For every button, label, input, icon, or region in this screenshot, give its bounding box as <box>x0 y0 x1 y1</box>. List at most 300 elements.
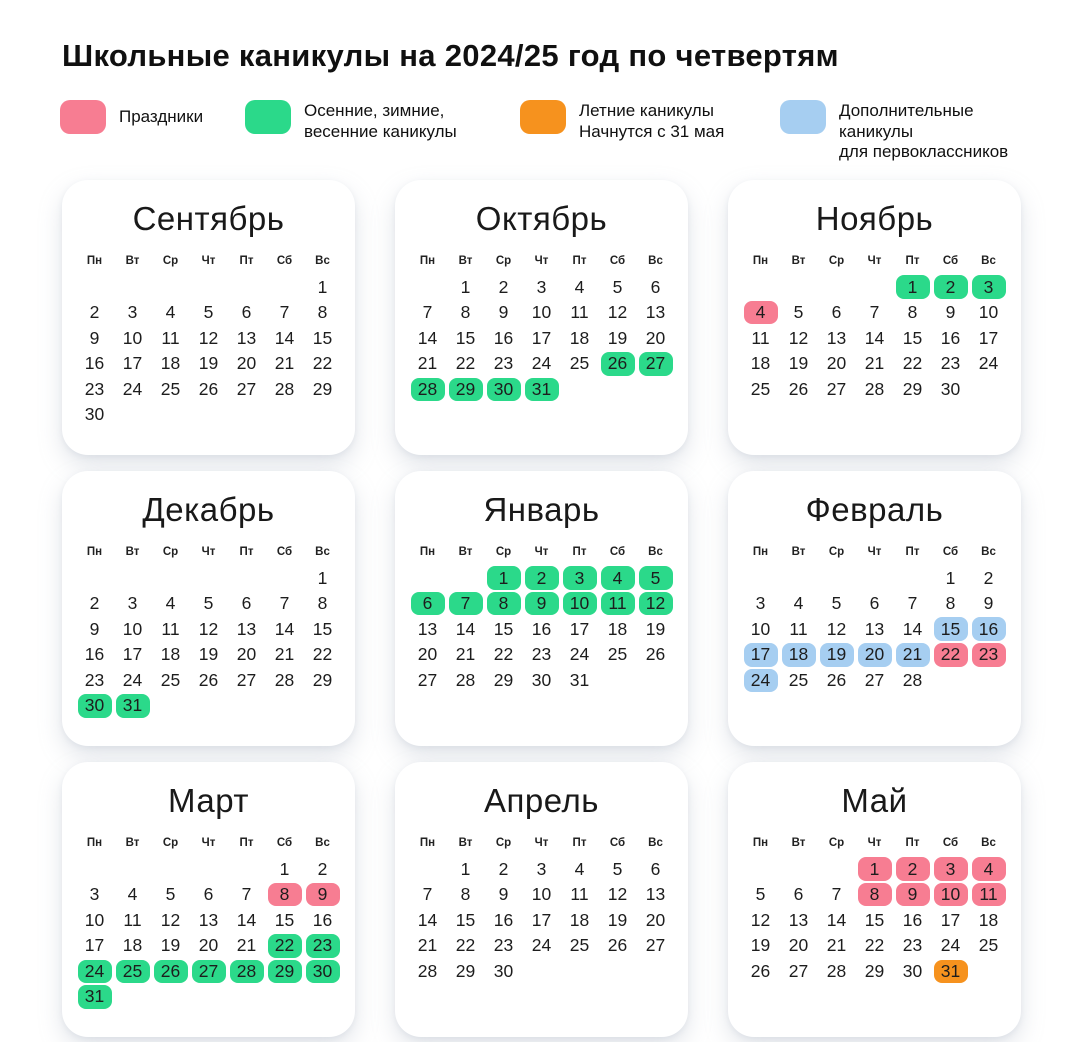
month-title: Апрель <box>484 782 599 820</box>
weekday-label: Вс <box>981 546 996 559</box>
weekday-label: Пт <box>572 255 587 268</box>
weekday-label: Пн <box>86 255 103 268</box>
day-cell: 1 <box>460 276 471 297</box>
day-cell-extra: 17 <box>744 643 778 667</box>
day-cell-holiday: 8 <box>858 883 892 907</box>
day-grid <box>75 274 342 428</box>
day-cell: 1 <box>945 567 956 588</box>
weekday-header <box>75 546 342 558</box>
empty-cell <box>76 274 114 300</box>
day-cell-holiday: 4 <box>744 301 778 325</box>
empty-cell <box>152 274 190 300</box>
day-grid <box>741 274 1008 402</box>
day-cell: 27 <box>236 378 257 399</box>
day-cell: 4 <box>574 276 585 297</box>
empty-cell <box>152 856 190 882</box>
day-cell: 13 <box>645 302 666 323</box>
day-cell: 28 <box>417 960 438 981</box>
legend-swatch-holiday <box>60 100 106 134</box>
empty-cell <box>76 856 114 882</box>
day-cell-extra: 24 <box>744 669 778 693</box>
weekday-label: Пн <box>752 255 769 268</box>
weekday-label: Вт <box>458 255 473 268</box>
empty-cell <box>114 565 152 591</box>
month-title: Февраль <box>805 491 944 529</box>
day-cell: 3 <box>536 858 547 879</box>
day-grid <box>408 856 675 984</box>
legend-swatch-vacation <box>245 100 291 134</box>
day-cell: 7 <box>869 302 880 323</box>
day-cell: 6 <box>831 302 842 323</box>
day-cell: 3 <box>755 593 766 614</box>
weekday-label: Пн <box>419 546 436 559</box>
day-cell: 24 <box>122 378 143 399</box>
day-cell: 17 <box>978 327 999 348</box>
day-cell: 23 <box>531 644 552 665</box>
day-cell-vacation: 28 <box>230 960 264 984</box>
weekday-label: Вт <box>458 837 473 850</box>
day-cell: 22 <box>455 935 476 956</box>
legend-label-summer: Летние каникулы Начнутся с 31 мая <box>579 101 725 141</box>
day-cell: 26 <box>750 960 771 981</box>
month-card-january <box>395 471 688 746</box>
day-cell: 10 <box>122 618 143 639</box>
weekday-header <box>741 837 1008 849</box>
day-cell: 19 <box>160 935 181 956</box>
day-cell: 26 <box>645 644 666 665</box>
day-cell-vacation: 31 <box>525 378 559 402</box>
day-cell: 5 <box>203 302 214 323</box>
day-cell: 15 <box>902 327 923 348</box>
month-title: Май <box>841 782 908 820</box>
day-cell: 7 <box>279 302 290 323</box>
empty-cell <box>742 274 780 300</box>
day-cell: 29 <box>864 960 885 981</box>
day-cell: 2 <box>317 858 328 879</box>
empty-cell <box>856 565 894 591</box>
day-cell: 11 <box>570 302 589 323</box>
day-cell-extra: 21 <box>896 643 930 667</box>
weekday-header <box>741 546 1008 558</box>
day-cell: 19 <box>198 353 219 374</box>
weekday-label: Вт <box>458 546 473 559</box>
day-grid <box>75 856 342 1010</box>
legend-label-extra: Дополнительные каникулы для первоклассников <box>839 101 1009 162</box>
day-cell: 24 <box>569 644 590 665</box>
day-cell-vacation: 26 <box>154 960 188 984</box>
day-cell: 20 <box>826 353 847 374</box>
day-cell: 10 <box>122 327 143 348</box>
day-cell: 6 <box>203 884 214 905</box>
day-cell: 16 <box>493 909 514 930</box>
day-cell: 23 <box>84 378 105 399</box>
day-cell: 18 <box>569 909 590 930</box>
empty-cell <box>742 856 780 882</box>
day-cell: 16 <box>84 353 105 374</box>
day-cell: 22 <box>312 353 333 374</box>
day-cell: 15 <box>312 618 333 639</box>
day-cell: 16 <box>84 644 105 665</box>
weekday-label: Сб <box>942 837 959 850</box>
day-cell: 10 <box>84 909 105 930</box>
weekday-label: Вс <box>315 837 330 850</box>
day-cell: 6 <box>650 858 661 879</box>
day-cell: 2 <box>983 567 994 588</box>
day-cell-holiday: 10 <box>934 883 968 907</box>
day-cell: 5 <box>793 302 804 323</box>
legend-label-holiday: Праздники <box>119 107 204 127</box>
day-cell: 14 <box>826 909 847 930</box>
day-cell: 1 <box>279 858 290 879</box>
day-cell: 23 <box>493 353 514 374</box>
day-cell: 21 <box>455 644 476 665</box>
day-cell: 15 <box>864 909 885 930</box>
weekday-label: Вт <box>791 837 806 850</box>
day-cell: 9 <box>945 302 956 323</box>
day-cell: 24 <box>531 353 552 374</box>
day-cell-vacation: 30 <box>487 378 521 402</box>
day-cell-holiday: 2 <box>896 857 930 881</box>
day-cell: 22 <box>864 935 885 956</box>
day-cell: 25 <box>750 378 771 399</box>
day-cell-holiday: 22 <box>934 643 968 667</box>
day-cell: 29 <box>455 960 476 981</box>
weekday-label: Пн <box>86 837 103 850</box>
day-cell-vacation: 30 <box>306 960 340 984</box>
day-cell: 6 <box>650 276 661 297</box>
day-cell-extra: 16 <box>972 617 1006 641</box>
day-cell: 9 <box>983 593 994 614</box>
weekday-label: Пн <box>419 837 436 850</box>
day-cell: 7 <box>279 593 290 614</box>
day-cell: 9 <box>89 618 100 639</box>
day-cell: 19 <box>607 909 628 930</box>
day-grid <box>408 274 675 402</box>
day-cell: 12 <box>607 302 628 323</box>
empty-cell <box>894 565 932 591</box>
day-cell: 24 <box>531 935 552 956</box>
calendar-grid <box>62 180 1080 1037</box>
day-cell: 6 <box>793 884 804 905</box>
day-cell-vacation: 31 <box>78 985 112 1009</box>
day-cell: 21 <box>417 353 438 374</box>
weekday-label: Вс <box>981 255 996 268</box>
day-cell-extra: 18 <box>782 643 816 667</box>
empty-cell <box>780 565 818 591</box>
day-cell-vacation: 27 <box>192 960 226 984</box>
empty-cell <box>190 565 228 591</box>
day-cell: 10 <box>531 884 552 905</box>
day-cell: 29 <box>902 378 923 399</box>
day-cell: 12 <box>788 327 809 348</box>
day-cell: 25 <box>788 669 809 690</box>
empty-cell <box>409 274 447 300</box>
weekday-label: Вт <box>791 255 806 268</box>
day-cell: 12 <box>750 909 771 930</box>
day-cell: 25 <box>160 669 181 690</box>
empty-cell <box>409 565 447 591</box>
day-cell: 22 <box>455 353 476 374</box>
weekday-label: Пт <box>905 837 920 850</box>
day-cell: 21 <box>274 644 295 665</box>
weekday-label: Ср <box>495 546 512 559</box>
day-cell: 23 <box>902 935 923 956</box>
day-cell: 20 <box>236 644 257 665</box>
day-cell-vacation: 29 <box>268 960 302 984</box>
weekday-label: Ср <box>828 837 845 850</box>
month-card-april <box>395 762 688 1037</box>
day-cell: 2 <box>89 302 100 323</box>
day-cell: 21 <box>274 353 295 374</box>
day-cell: 4 <box>165 302 176 323</box>
empty-cell <box>76 565 114 591</box>
day-cell: 14 <box>902 618 923 639</box>
day-cell: 18 <box>750 353 771 374</box>
legend-swatch-summer <box>520 100 566 134</box>
weekday-label: Пн <box>419 255 436 268</box>
day-cell: 29 <box>493 669 514 690</box>
day-cell-summer: 31 <box>934 960 968 984</box>
weekday-header <box>75 255 342 267</box>
empty-cell <box>409 856 447 882</box>
day-cell: 13 <box>236 618 257 639</box>
empty-cell <box>780 274 818 300</box>
day-cell: 11 <box>570 884 589 905</box>
day-cell-vacation: 28 <box>411 378 445 402</box>
day-cell: 5 <box>612 858 623 879</box>
day-cell-vacation: 23 <box>306 934 340 958</box>
day-cell: 30 <box>84 404 105 425</box>
day-cell: 19 <box>788 353 809 374</box>
weekday-header <box>408 546 675 558</box>
legend-label-vacation: Осенние, зимние, весенние каникулы <box>304 101 457 141</box>
day-cell: 30 <box>902 960 923 981</box>
day-cell-extra: 15 <box>934 617 968 641</box>
day-cell: 25 <box>569 935 590 956</box>
weekday-label: Пт <box>239 546 254 559</box>
day-cell-extra: 20 <box>858 643 892 667</box>
day-cell: 13 <box>826 327 847 348</box>
day-cell-vacation: 31 <box>116 694 150 718</box>
weekday-label: Сб <box>609 546 626 559</box>
weekday-label: Сб <box>276 255 293 268</box>
day-cell-vacation: 25 <box>116 960 150 984</box>
day-cell-vacation: 26 <box>601 352 635 376</box>
day-cell-vacation: 1 <box>487 566 521 590</box>
day-cell: 3 <box>536 276 547 297</box>
day-cell: 2 <box>498 858 509 879</box>
empty-cell <box>152 565 190 591</box>
weekday-header <box>75 837 342 849</box>
page-title: Школьные каникулы на 2024/25 год по четвертям <box>62 38 839 73</box>
day-cell: 13 <box>417 618 438 639</box>
day-cell: 12 <box>198 327 219 348</box>
day-cell: 8 <box>907 302 918 323</box>
day-cell: 17 <box>531 327 552 348</box>
day-cell: 28 <box>902 669 923 690</box>
day-cell: 18 <box>607 618 628 639</box>
day-cell: 24 <box>122 669 143 690</box>
day-cell: 27 <box>826 378 847 399</box>
day-cell: 14 <box>274 327 295 348</box>
day-cell: 14 <box>417 327 438 348</box>
day-cell: 25 <box>607 644 628 665</box>
day-cell: 5 <box>755 884 766 905</box>
day-cell: 17 <box>122 353 143 374</box>
month-title: Январь <box>483 491 600 529</box>
day-cell: 26 <box>826 669 847 690</box>
day-cell: 19 <box>750 935 771 956</box>
empty-cell <box>228 274 266 300</box>
weekday-label: Ср <box>495 837 512 850</box>
day-grid <box>408 565 675 693</box>
weekday-label: Пт <box>572 546 587 559</box>
day-cell: 11 <box>123 909 142 930</box>
day-cell: 25 <box>569 353 590 374</box>
empty-cell <box>818 856 856 882</box>
day-cell: 5 <box>612 276 623 297</box>
month-card-march <box>62 762 355 1037</box>
day-cell: 11 <box>789 618 808 639</box>
day-cell: 9 <box>498 884 509 905</box>
day-cell-vacation: 27 <box>639 352 673 376</box>
weekday-label: Чт <box>867 837 882 850</box>
weekday-label: Ср <box>162 546 179 559</box>
empty-cell <box>114 856 152 882</box>
day-cell-holiday: 4 <box>972 857 1006 881</box>
day-cell: 27 <box>236 669 257 690</box>
day-cell-vacation: 10 <box>563 592 597 616</box>
day-cell: 4 <box>165 593 176 614</box>
day-cell: 17 <box>940 909 961 930</box>
day-cell: 25 <box>978 935 999 956</box>
weekday-label: Сб <box>942 255 959 268</box>
day-cell: 23 <box>84 669 105 690</box>
weekday-label: Сб <box>942 546 959 559</box>
weekday-label: Вс <box>981 837 996 850</box>
day-cell-holiday: 9 <box>896 883 930 907</box>
day-cell: 14 <box>864 327 885 348</box>
day-cell: 7 <box>241 884 252 905</box>
day-cell: 8 <box>945 593 956 614</box>
day-cell: 16 <box>493 327 514 348</box>
day-cell-vacation: 5 <box>639 566 673 590</box>
day-cell: 23 <box>493 935 514 956</box>
day-cell: 22 <box>493 644 514 665</box>
weekday-label: Чт <box>201 837 216 850</box>
day-cell: 4 <box>574 858 585 879</box>
empty-cell <box>818 565 856 591</box>
weekday-label: Пт <box>905 255 920 268</box>
legend-item-extra <box>780 100 1008 163</box>
day-cell-vacation: 3 <box>563 566 597 590</box>
month-card-october <box>395 180 688 455</box>
month-card-november <box>728 180 1021 455</box>
day-cell: 17 <box>531 909 552 930</box>
day-cell-holiday: 3 <box>934 857 968 881</box>
day-cell: 26 <box>607 935 628 956</box>
day-cell: 27 <box>788 960 809 981</box>
day-cell: 16 <box>312 909 333 930</box>
day-cell: 1 <box>317 276 328 297</box>
day-cell: 9 <box>89 327 100 348</box>
day-cell: 3 <box>89 884 100 905</box>
legend-item-summer <box>520 100 780 142</box>
day-cell: 14 <box>455 618 476 639</box>
day-cell: 1 <box>317 567 328 588</box>
weekday-label: Вт <box>125 837 140 850</box>
day-cell: 25 <box>160 378 181 399</box>
empty-cell <box>228 565 266 591</box>
day-cell: 17 <box>84 935 105 956</box>
weekday-label: Чт <box>534 546 549 559</box>
weekday-label: Вс <box>648 255 663 268</box>
day-cell: 21 <box>417 935 438 956</box>
day-cell: 11 <box>161 618 180 639</box>
weekday-label: Ср <box>828 255 845 268</box>
day-cell: 20 <box>645 909 666 930</box>
day-grid <box>741 565 1008 693</box>
weekday-label: Ср <box>828 546 845 559</box>
day-cell: 8 <box>460 302 471 323</box>
day-cell-holiday: 11 <box>972 883 1006 907</box>
month-title: Сентябрь <box>132 200 285 238</box>
day-cell: 29 <box>312 378 333 399</box>
day-cell: 8 <box>317 593 328 614</box>
empty-cell <box>114 274 152 300</box>
day-cell: 15 <box>455 327 476 348</box>
day-cell-vacation: 30 <box>78 694 112 718</box>
day-cell: 14 <box>417 909 438 930</box>
day-cell: 13 <box>864 618 885 639</box>
day-cell: 30 <box>940 378 961 399</box>
day-cell-vacation: 6 <box>411 592 445 616</box>
day-cell: 9 <box>498 302 509 323</box>
empty-cell <box>818 274 856 300</box>
day-cell: 19 <box>198 644 219 665</box>
day-cell: 13 <box>198 909 219 930</box>
month-title: Март <box>168 782 249 820</box>
weekday-label: Чт <box>534 837 549 850</box>
weekday-label: Ср <box>162 255 179 268</box>
day-cell: 6 <box>241 302 252 323</box>
day-cell: 10 <box>531 302 552 323</box>
day-cell: 28 <box>455 669 476 690</box>
day-cell: 18 <box>978 909 999 930</box>
day-cell: 27 <box>864 669 885 690</box>
day-cell-extra: 19 <box>820 643 854 667</box>
day-cell: 28 <box>274 669 295 690</box>
day-cell: 30 <box>531 669 552 690</box>
day-cell: 30 <box>493 960 514 981</box>
day-cell-vacation: 24 <box>78 960 112 984</box>
legend-item-vacation <box>245 100 520 142</box>
legend <box>60 100 1080 163</box>
weekday-label: Вт <box>125 546 140 559</box>
empty-cell <box>266 274 304 300</box>
day-cell: 12 <box>198 618 219 639</box>
day-cell: 23 <box>940 353 961 374</box>
weekday-label: Вс <box>648 546 663 559</box>
weekday-label: Вс <box>315 546 330 559</box>
day-cell-vacation: 12 <box>639 592 673 616</box>
day-grid <box>75 565 342 719</box>
day-cell: 3 <box>127 593 138 614</box>
day-cell: 8 <box>460 884 471 905</box>
weekday-header <box>741 255 1008 267</box>
day-cell: 4 <box>127 884 138 905</box>
day-cell: 11 <box>751 327 770 348</box>
